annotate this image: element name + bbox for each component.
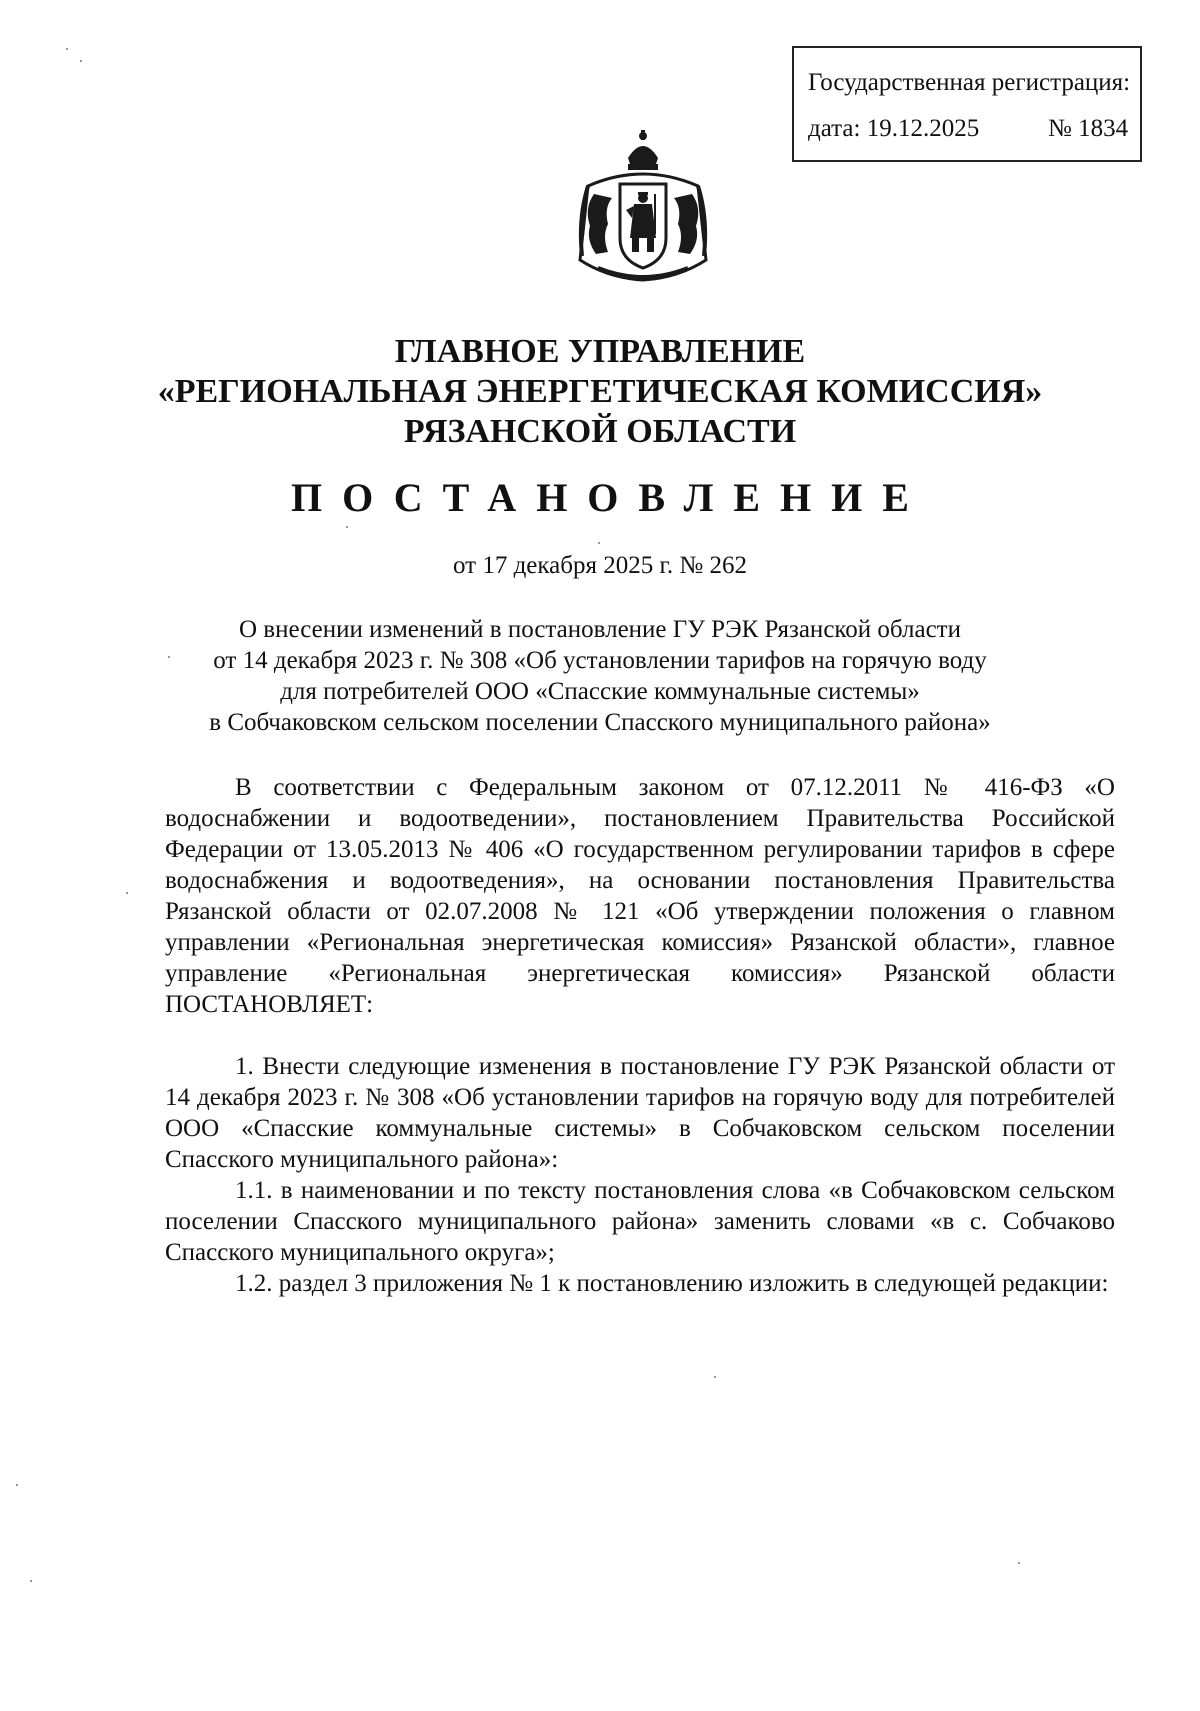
subject-line-3: для потребителей ООО «Спасские коммунальные системы» — [280, 678, 920, 705]
agency-name — [0, 332, 1200, 452]
registration-title: Государственная регистрация: — [808, 69, 1131, 96]
agency-name-line-1: ГЛАВНОЕ УПРАВЛЕНИЕ — [394, 333, 806, 370]
document-subject — [0, 614, 1200, 738]
registration-stamp — [792, 46, 1142, 162]
item-1-1-paragraph: 1.1. в наименовании и по тексту постановления слова «в Собчаковском сельском поселении Спасского муниципального района» заменить словами «в с. Собчаково Спасского муниципального округа»; — [165, 1177, 1115, 1266]
document-body — [165, 772, 1115, 1299]
scan-speck — [16, 1484, 18, 1486]
registration-date: дата: 19.12.2025 — [808, 115, 980, 142]
subject-line-1: О внесении изменений в постановление ГУ РЭК Рязанской области — [239, 616, 961, 643]
scan-speck — [598, 542, 600, 544]
agency-name-line-3: РЯЗАНСКОЙ ОБЛАСТИ — [403, 413, 797, 450]
preamble-paragraph: В соответствии с Федеральным законом от 07.12.2011 № 416-ФЗ «О водоснабжении и водоотведении», постановлением Правительства Российской Федерации от 13.05.2013 № 406 «О государственном регулировании тарифов в сфере водоснабжения и водоотведения», на основании постановления Правительства Рязанской области от 02.07.2008 № 121 «Об утверждении положения о главном управлении «Региональная энергетическая комиссия» Рязанской области», главное управление «Региональная энергетическая комиссия» Рязанской области ПОСТАНОВЛЯЕТ: — [165, 774, 1115, 1018]
scan-speck — [66, 48, 68, 50]
scan-speck — [30, 1580, 32, 1582]
item-1-paragraph: 1. Внести следующие изменения в постановление ГУ РЭК Рязанской области от 14 декабря 2023 г. № 308 «Об установлении тарифов на горячую воду для потребителей ООО «Спасские коммунальные системы» в Собчаковском сельском поселении Спасского муниципального района»: — [165, 1053, 1115, 1173]
scan-speck — [168, 656, 170, 658]
scan-speck — [346, 526, 348, 528]
registration-number: № 1834 — [1048, 115, 1129, 142]
ryazan-coat-of-arms-icon — [568, 128, 718, 286]
subject-line-4: в Собчаковском сельском поселении Спасского муниципального района» — [209, 709, 991, 736]
scan-speck — [126, 892, 128, 894]
agency-name-line-2: «РЕГИОНАЛЬНАЯ ЭНЕРГЕТИЧЕСКАЯ КОМИССИЯ» — [157, 373, 1043, 410]
scan-speck — [1018, 1562, 1020, 1564]
scan-speck — [80, 60, 82, 62]
item-1-2-paragraph: 1.2. раздел 3 приложения № 1 к постановлению изложить в следующей редакции: — [235, 1270, 1109, 1297]
document-type: ПОСТАНОВЛЕНИЕ — [291, 475, 929, 520]
subject-line-2: от 14 декабря 2023 г. № 308 «Об установлении тарифов на горячую воду — [213, 647, 987, 674]
document-date-number: от 17 декабря 2025 г. № 262 — [452, 552, 748, 579]
scan-speck — [714, 1376, 716, 1378]
